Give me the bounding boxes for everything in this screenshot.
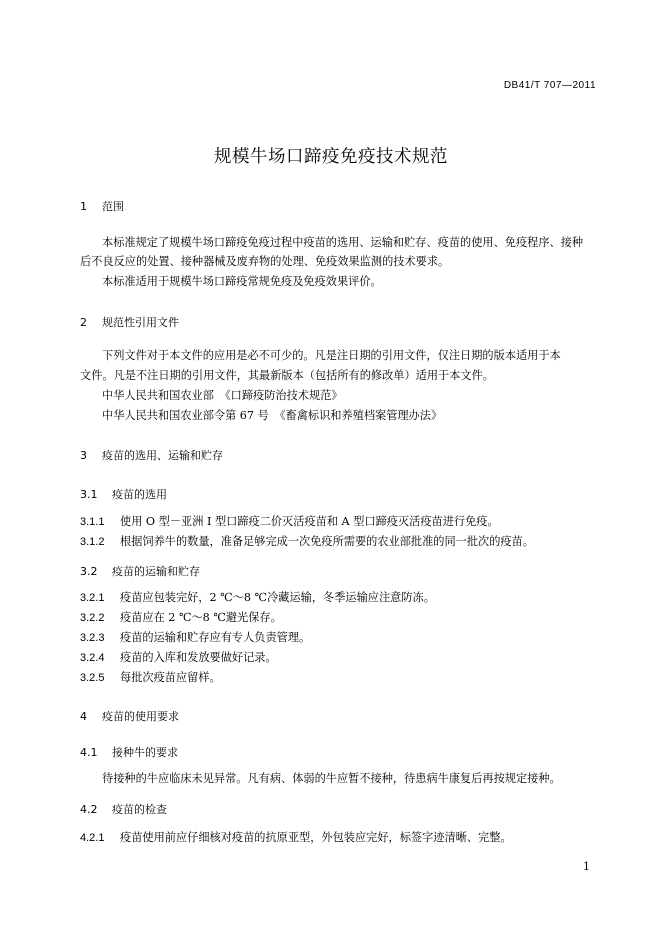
clause-item	[80, 668, 221, 688]
section-number: 2	[80, 316, 87, 329]
section-2-heading	[80, 314, 179, 330]
section-number: 4.1	[80, 746, 98, 759]
clause-item	[80, 512, 499, 532]
clause-text: 每批次疫苗应留样。	[120, 671, 221, 684]
subsection-4-2-heading	[80, 801, 167, 817]
paragraph: 本标准规定了规模牛场口蹄疫免疫过程中疫苗的选用、运输和贮存、疫苗的使用、免疫程序、接种	[102, 236, 584, 249]
clause-text: 根据饲养牛的数量，准备足够完成一次免疫所需要的农业部批准的同一批次的疫苗。	[120, 535, 534, 548]
clause-number: 3.2.3	[80, 632, 105, 644]
reference-item: 中华人民共和国农业部 《口蹄疫防治技术规范》	[102, 389, 343, 402]
section-1-heading	[80, 198, 124, 214]
paragraph: 待接种的牛应临床未见异常。凡有病、体弱的牛应暂不接种，待患病牛康复后再按规定接种。	[102, 772, 561, 785]
section-title: 疫苗的选用	[112, 488, 167, 501]
page-number: 1	[583, 860, 590, 873]
section-number: 3.1	[80, 488, 98, 501]
standard-number: DB41/T 707—2011	[503, 80, 596, 91]
paragraph: 后不良反应的处置、接种器械及废弃物的处理、免疫效果监测的技术要求。	[80, 255, 450, 268]
paragraph: 本标准适用于规模牛场口蹄疫常规免疫及免疫效果评价。	[102, 275, 382, 288]
clause-number: 3.1.1	[80, 516, 105, 528]
clause-item	[80, 828, 512, 848]
clause-item	[80, 532, 534, 552]
clause-item	[80, 648, 277, 668]
clause-item	[80, 588, 435, 608]
clause-text: 疫苗的入库和发放要做好记录。	[120, 651, 277, 664]
clause-item	[80, 608, 282, 628]
section-number: 3	[80, 449, 87, 462]
clause-item	[80, 628, 310, 648]
clause-text: 疫苗使用前应仔细核对疫苗的抗原亚型，外包装应完好，标签字迹清晰、完整。	[120, 831, 512, 844]
section-number: 1	[80, 200, 87, 213]
clause-number: 3.2.4	[80, 652, 105, 664]
section-title: 疫苗的运输和贮存	[112, 565, 200, 578]
section-4-heading	[80, 708, 179, 724]
paragraph: 文件。凡是不注日期的引用文件，其最新版本（包括所有的修改单）适用于本文件。	[80, 369, 494, 382]
document-title: 规模牛场口蹄疫免疫技术规范	[214, 147, 448, 167]
section-number: 4	[80, 710, 87, 723]
section-title: 疫苗的选用、运输和贮存	[102, 449, 223, 462]
section-number: 3.2	[80, 565, 98, 578]
section-title: 疫苗的使用要求	[102, 710, 179, 723]
section-title: 接种牛的要求	[112, 746, 178, 759]
clause-text: 疫苗应在 2 ℃～8 ℃避光保存。	[120, 611, 282, 624]
clause-text: 疫苗的运输和贮存应有专人负责管理。	[120, 631, 311, 644]
clause-number: 3.2.2	[80, 612, 105, 624]
subsection-3-2-heading	[80, 563, 200, 579]
clause-number: 3.1.2	[80, 536, 105, 548]
section-title: 范围	[102, 200, 124, 213]
section-title: 规范性引用文件	[102, 316, 179, 329]
clause-text: 使用 O 型－亚洲 I 型口蹄疫二价灭活疫苗和 A 型口蹄疫灭活疫苗进行免疫。	[120, 515, 499, 528]
paragraph: 下列文件对于本文件的应用是必不可少的。凡是注日期的引用文件，仅注日期的版本适用于本	[102, 349, 561, 362]
subsection-4-1-heading	[80, 744, 178, 760]
clause-number: 3.2.5	[80, 672, 105, 684]
section-title: 疫苗的检查	[112, 803, 167, 816]
clause-number: 4.2.1	[80, 832, 105, 844]
section-number: 4.2	[80, 803, 98, 816]
section-3-heading	[80, 447, 223, 463]
clause-number: 3.2.1	[80, 592, 105, 604]
reference-item: 中华人民共和国农业部令第 67 号 《畜禽标识和养殖档案管理办法》	[102, 409, 443, 422]
subsection-3-1-heading	[80, 486, 167, 502]
clause-text: 疫苗应包装完好，2 ℃～8 ℃冷藏运输，冬季运输应注意防冻。	[120, 591, 435, 604]
